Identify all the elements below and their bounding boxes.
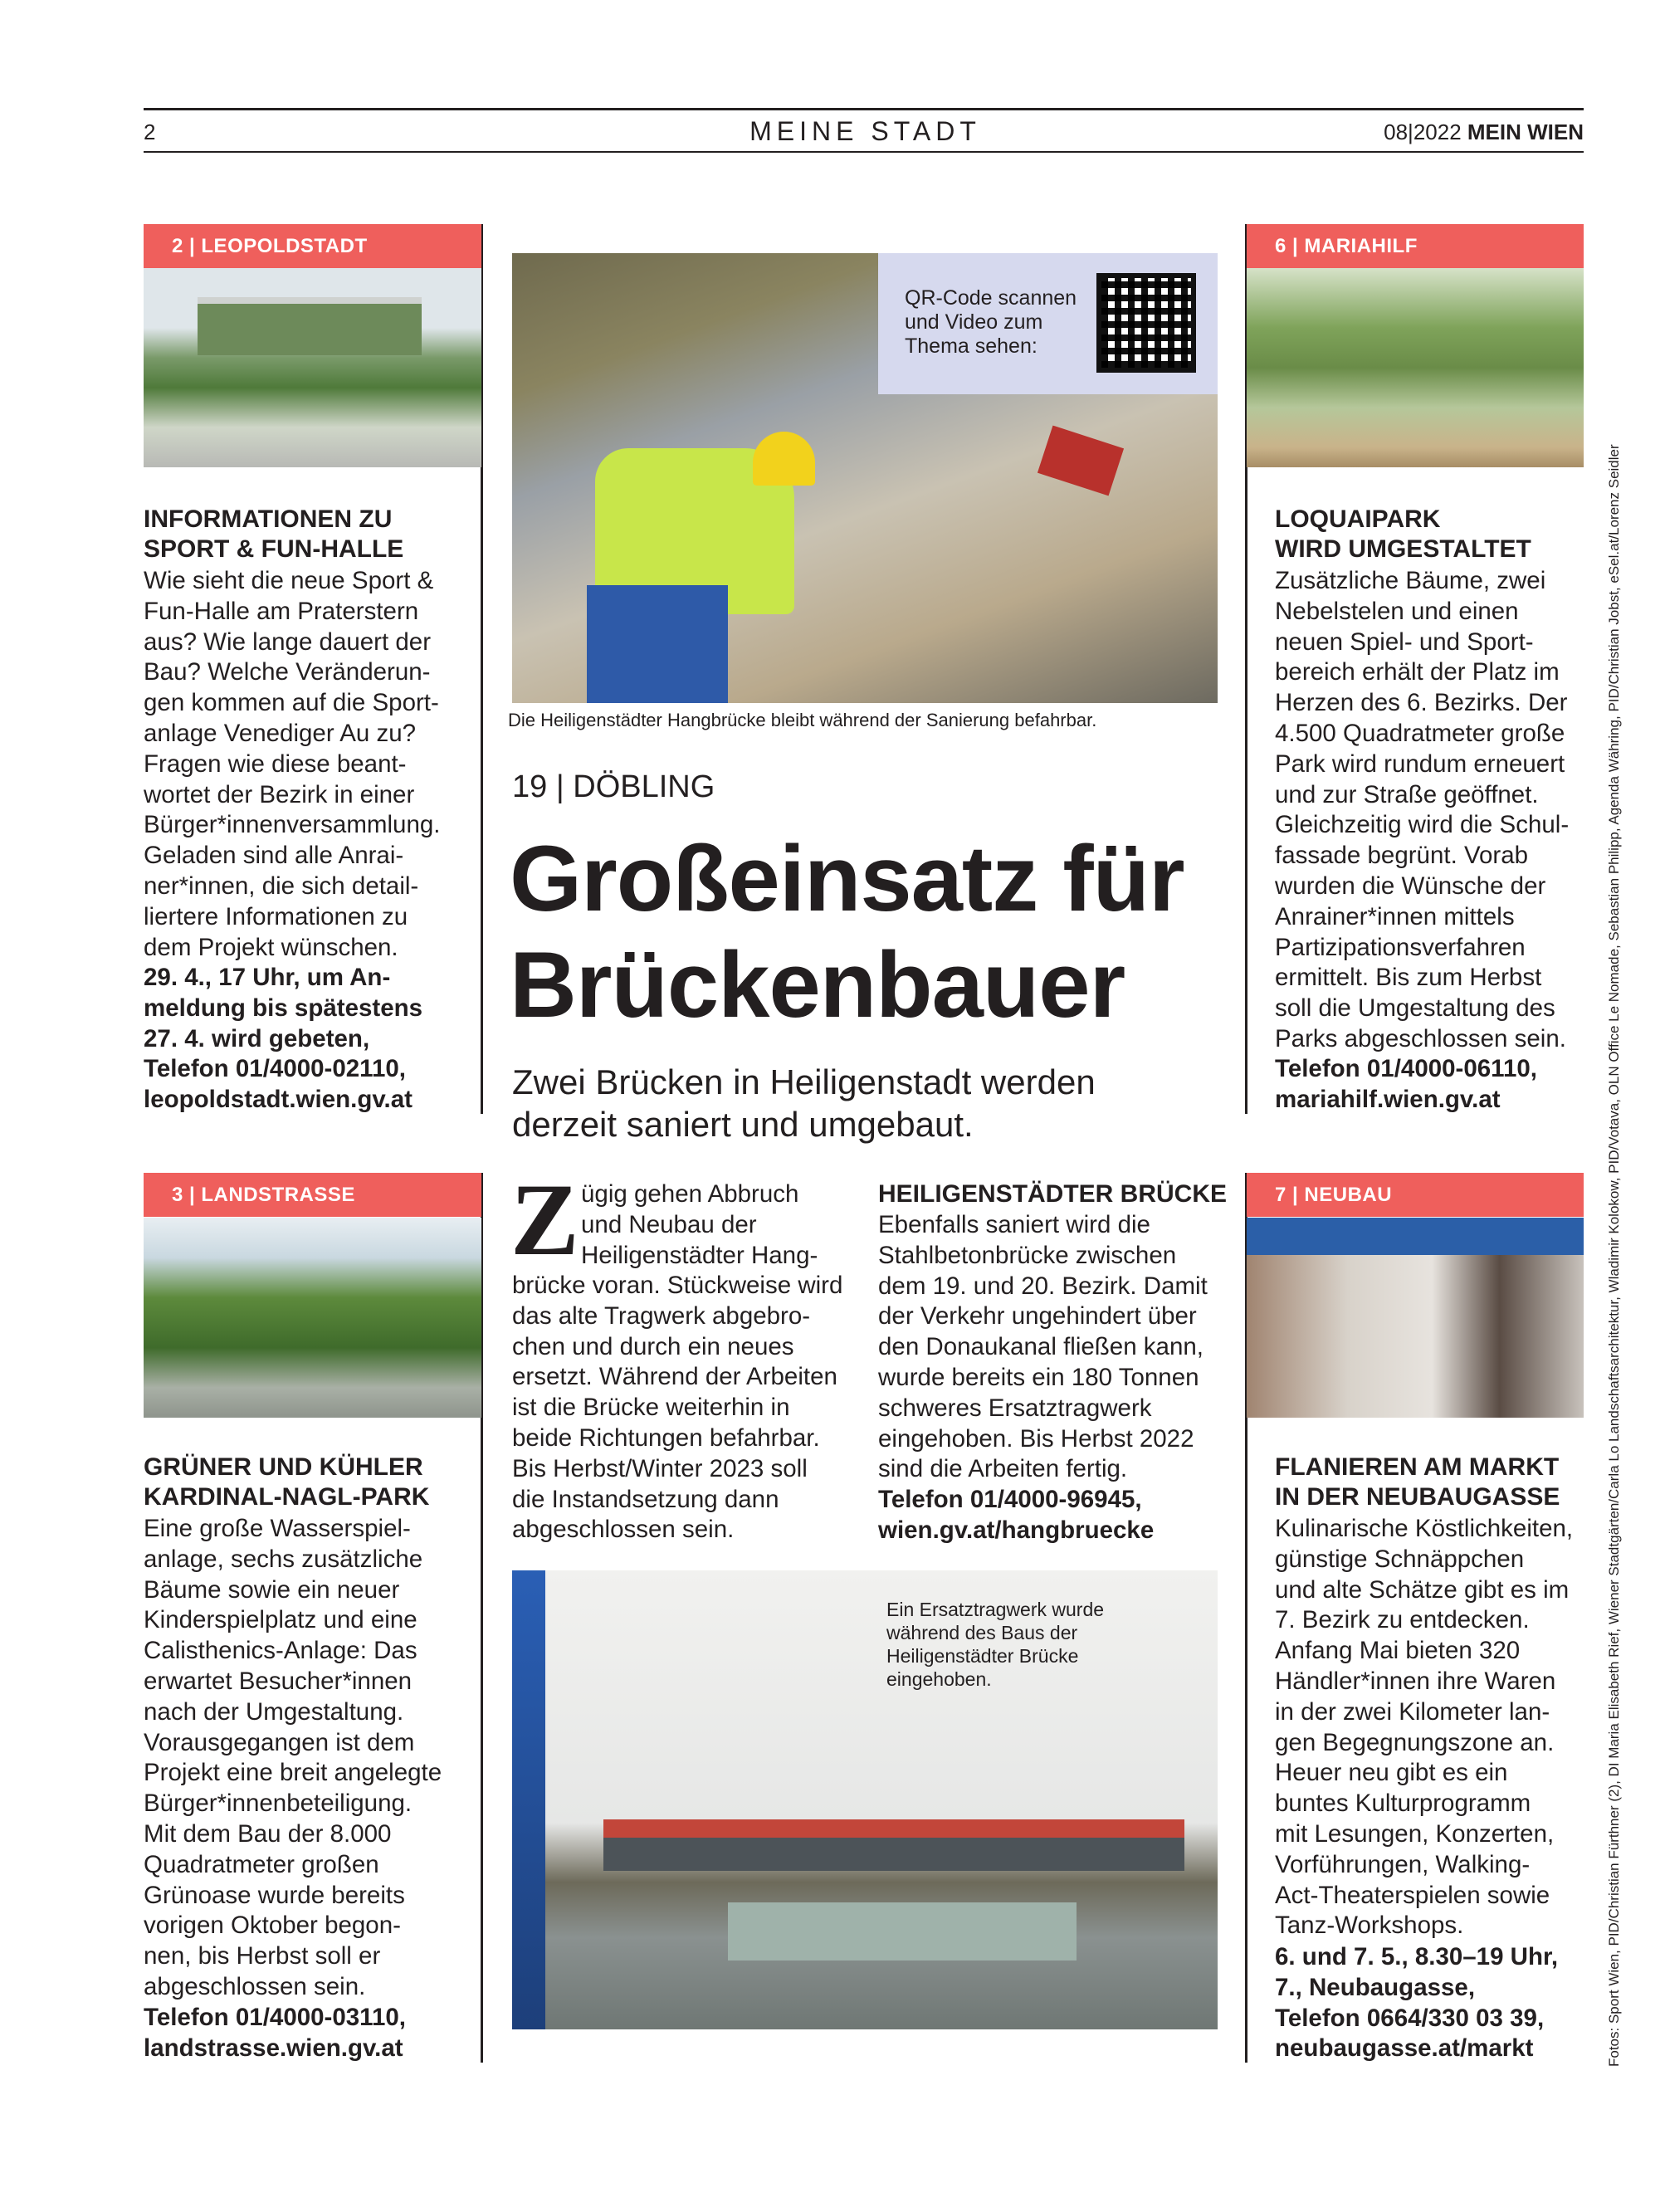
sport-hall-image (144, 268, 481, 467)
article-body: Zusätzliche Bäume, zwei Nebelstelen und einen neuen Spiel- und Sport- bereich erhält der Platz im Herzen des 6. Bezirks. Der 4.500 Quadratmeter große Park wird rundum erneuert und zur Straße geöffnet. Gleichzeitig wird die Schul- fassade begrünt. Vorab wurden die Wünsche der Anrainer*innen mittels Partizipationsverfahren ermittelt. Bis zum Herbst soll die Umgestaltung des Parks abgeschlossen sein. (1275, 567, 1570, 1052)
issue-info (1384, 120, 1584, 145)
district-label: 7 | NEUBAU (1247, 1173, 1584, 1217)
photo-credits: Fotos: Sport Wien, PID/Christian Fürthner (2), DI Maria Elisabeth Rief, Wiener Stadtgärten/Carla Lo Landschaftsarchitektur, Wladimir Kolokow, PID/Votava, OLN Office Le Nomade, Sebastian Philipp, Agenda Währing, PID/Christian Jobst, eSel.at/Lorenz Seidler (1606, 444, 1622, 2067)
image-caption: Ein Ersatztragwerk wurde während des Baus der Heiligenstädter Brücke eingehoben. (886, 1599, 1105, 1690)
issue-date: 08|2022 (1384, 120, 1462, 144)
article-info: 29. 4., 17 Uhr, um An- meldung bis spätestens 27. 4. wird gebeten, Telefon 01/4000-02110, leopoldstadt.wien.gv.at (144, 964, 423, 1114)
district-heading: 19 | DÖBLING (512, 769, 715, 804)
article-body: Ebenfalls saniert wird die Stahlbetonbrücke zwischen dem 19. und 20. Bezirk. Damit der Verkehr ungehindert über den Donaukanal fließen kann, wurde bereits ein 180 Tonnen schweres Ersatztragwerk eingehoben. Bis Herbst 2022 sind die Arbeiten fertig. (878, 1211, 1208, 1483)
article-heading: LOQUAIPARK WIRD UMGESTALTET (1275, 505, 1531, 563)
drop-cap: Z (510, 1163, 579, 1277)
qr-box (878, 253, 1218, 394)
article-body: Kulinarische Köstlichkeiten, günstige Schnäppchen und alte Schätze gibt es im 7. Bezirk zu entdecken. Anfang Mai bieten 320 Händler*innen ihre Waren in der zwei Kilometer lan- gen Begegnungszone an. Heuer neu gibt es ein buntes Kulturprogramm mit Lesungen, Konzerten, Vorführungen, Walking- Act-Theaterspielen sowie Tanz-Workshops. (1275, 1515, 1574, 1940)
park-image (144, 1218, 481, 1418)
article-heading: GRÜNER UND KÜHLER KARDINAL-NAGL-PARK (144, 1453, 430, 1511)
loquaipark-image (1247, 268, 1584, 467)
article-body: Wie sieht die neue Sport & Fun-Halle am Praterstern aus? Wie lange dauert der Bau? Welche Veränderun- gen kommen auf die Sport- anlage Venediger Au zu? Fragen wie diese beant- wortet der Bezirk in einer Bürger*innenversammlung. Geladen sind alle Anrai- ner*innen, die sich detail- liertere Informationen zu dem Projekt wünschen. (144, 567, 441, 961)
article-body: brücke voran. Stückweise wird das alte Tragwerk abgebro- chen und durch ein neues ersetzt. Während der Arbeiten ist die Brücke weiterhin in beide Richtungen befahrbar. Bis Herbst/Winter 2023 soll die Instandsetzung dann abgeschlossen sein. (512, 1272, 843, 1544)
image-caption: Die Heiligenstädter Hangbrücke bleibt während der Sanierung befahrbar. (508, 710, 1097, 730)
district-label: 6 | MARIAHILF (1247, 224, 1584, 268)
header-rule-bottom (144, 151, 1584, 153)
article-body-intro: ügig gehen Abbruch und Neubau der Heiligenstädter Hang- (581, 1180, 818, 1269)
qr-text: QR-Code scannen und Video zum Thema sehen: (905, 286, 1077, 358)
article-body: Eine große Wasserspiel- anlage, sechs zusätzliche Bäume sowie ein neuer Kinderspielplatz und eine Calisthenics-Anlage: Das erwartet Besucher*innen nach der Umgestaltung. Vorausgegangen ist dem Projekt eine breit angelegte Bürger*innenbeteiligung. Mit dem Bau der 8.000 Quadratmeter großen Grünoase wurde bereits vorigen Oktober begon- nen, bis Herbst soll er abgeschlossen sein. (144, 1515, 442, 2000)
article-heading: INFORMATIONEN ZU SPORT & FUN-HALLE (144, 505, 404, 563)
section-title: MEINE STADT (749, 116, 981, 146)
district-label: 3 | LANDSTRASSE (144, 1173, 481, 1217)
article-heading: FLANIEREN AM MARKT IN DER NEUBAUGASSE (1275, 1453, 1560, 1511)
article-info: Telefon 01/4000-03110, landstrasse.wien.gv.at (144, 2004, 406, 2062)
article-info: 6. und 7. 5., 8.30–19 Uhr, 7., Neubaugasse, Telefon 0664/330 03 39, neubaugasse.at/markt (1275, 1943, 1559, 2063)
article-info: Telefon 01/4000-96945, wien.gv.at/hangbruecke (878, 1486, 1155, 1544)
headline: Großeinsatz für Brückenbauer (510, 827, 1184, 1037)
district-label: 2 | LEOPOLDSTADT (144, 224, 481, 268)
article-info: Telefon 01/4000-06110, mariahilf.wien.gv.at (1275, 1055, 1537, 1113)
subheadline: Zwei Brücken in Heiligenstadt werden derzeit saniert und umgebaut. (512, 1062, 1096, 1144)
bridge-crane-image (512, 1570, 1218, 2029)
magazine-name: MEIN WIEN (1467, 120, 1584, 144)
qr-code-icon[interactable] (1096, 273, 1196, 373)
article-subheading: HEILIGENSTÄDTER BRÜCKE (878, 1180, 1228, 1208)
market-image (1247, 1218, 1584, 1418)
header-rule-top (144, 108, 1584, 110)
page-number: 2 (144, 120, 156, 144)
